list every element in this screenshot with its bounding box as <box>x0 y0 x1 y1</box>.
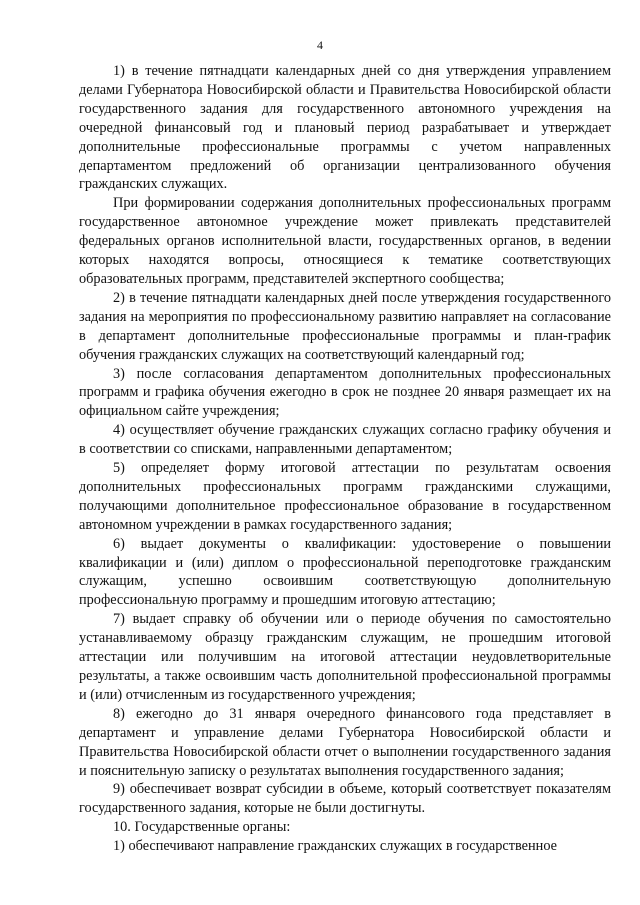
paragraph-item-6: 6) выдает документы о квалификации: удостоверение о повышении квалификации и (или) диплом о профессиональной переподготовке гражданским служащим, успешно освоившим соответствующую дополнительную профессиональную программу и прошедшим итоговую аттестацию; <box>79 535 611 609</box>
paragraph-item-8: 8) ежегодно до 31 января очередного финансового года представляет в департамент и управление делами Губернатора Новосибирской области и Правительства Новосибирской области отчет о выполнении государственного задания и пояснительную записку о результатах выполнения государственного задания; <box>79 705 611 779</box>
paragraph-item-3: 3) после согласования департаментом дополнительных профессиональных программ и графика обучения ежегодно в срок не позднее 20 января размещает их на официальном сайте учреждения; <box>79 365 611 420</box>
paragraph-item-2: 2) в течение пятнадцати календарных дней после утверждения государственного задания на мероприятия по профессиональному развитию направляет на согласование в департамент дополнительные профессиональные программы и план-график обучения гражданских служащих на соответствующий календарный год; <box>79 289 611 363</box>
section-heading-10: 10. Государственные органы: <box>113 819 291 836</box>
page-number: 4 <box>317 38 323 52</box>
paragraph-item-1: 1) в течение пятнадцати календарных дней со дня утверждения управлением делами Губернатора Новосибирской области и Правительства Новосибирской области государственного задания для государственного автономного учреждения на очередной финансовый год и плановый период разрабатывает и утверждает дополнительные профессиональные программы с учетом направленных департаментом предложений об организации централизованного обучения гражданских служащих. <box>79 63 611 193</box>
paragraph-item-7: 7) выдает справку об обучении или о периоде обучения по самостоятельно устанавливаемому образцу гражданским служащим, не прошедшим итоговой аттестации или получившим на итоговой аттестации неудовлетворительные результаты, а также освоившим часть дополнительной профессиональной программы и (или) отчисленным из государственного учреждения; <box>79 611 611 703</box>
paragraph-section-10-item-1: 1) обеспечивают направление гражданских служащих в государственное <box>113 838 557 855</box>
paragraph-item-4: 4) осуществляет обучение гражданских служащих согласно графику обучения и в соответствии со списками, направленными департаментом; <box>79 422 611 458</box>
paragraph-item-9: 9) обеспечивает возврат субсидии в объеме, который соответствует показателям государственного задания, которые не были достигнуты. <box>79 781 611 817</box>
document-body <box>79 62 611 856</box>
paragraph-item-5: 5) определяет форму итоговой аттестации по результатам освоения дополнительных профессиональных программ гражданскими служащими, получающими дополнительное профессиональное образование в государственном автономном учреждении в рамках государственного задания; <box>79 460 611 533</box>
paragraph-item-1-note: При формировании содержания дополнительных профессиональных программ государственное автономное учреждение может привлекать представителей федеральных органов исполнительной власти, государственных органов, в ведении которых находятся вопросы, относящиеся к тематике соответствующих образовательных программ, представителей экспертного сообщества; <box>79 195 611 287</box>
